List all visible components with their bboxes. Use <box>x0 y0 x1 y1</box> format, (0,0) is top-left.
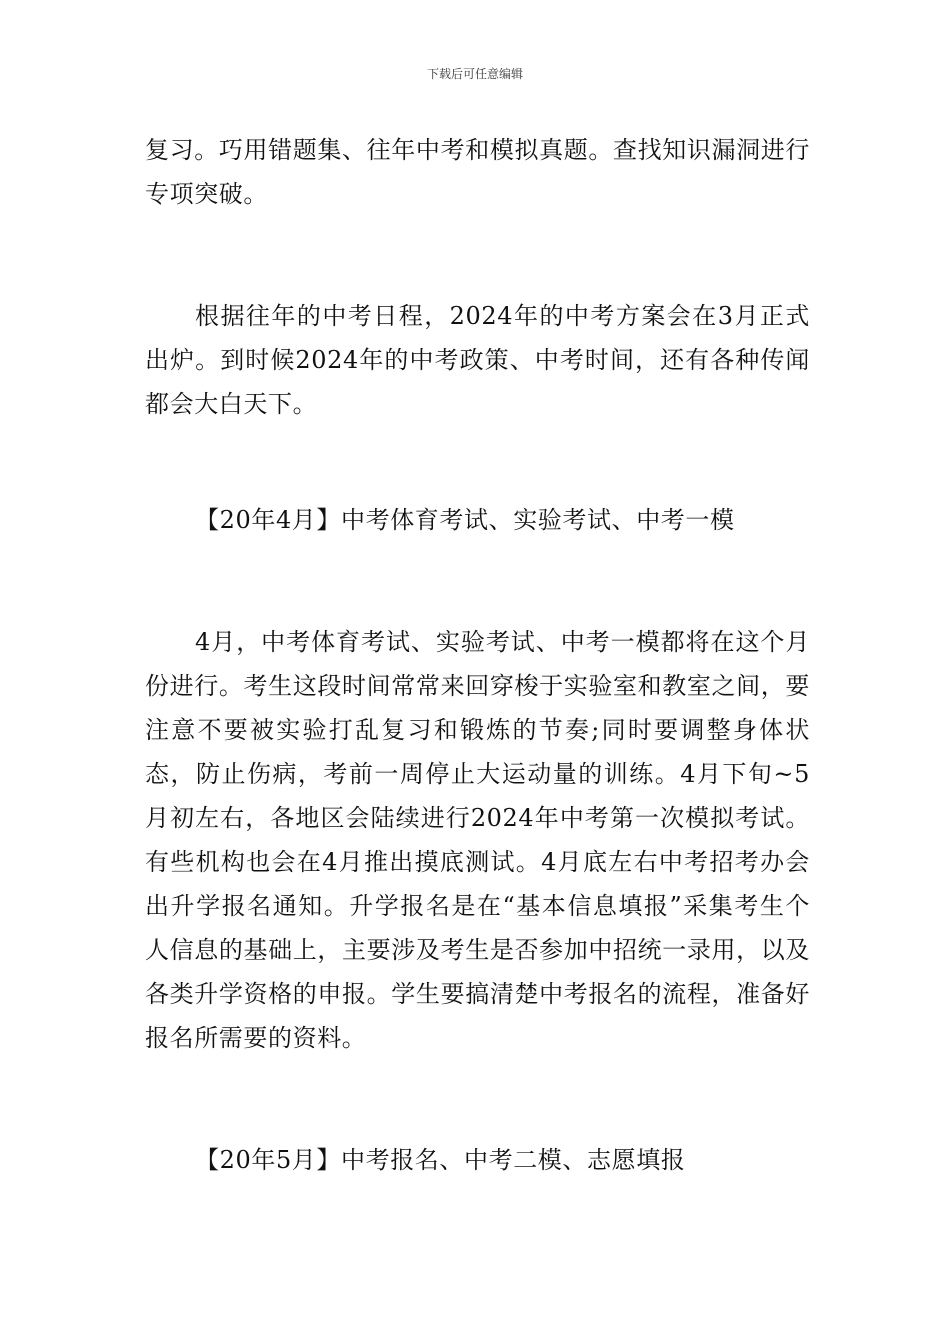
paragraph-april-details: 4月，中考体育考试、实验考试、中考一模都将在这个月份进行。考生这段时间常常来回穿梭于实验室和教室之间，要注意不要被实验打乱复习和锻炼的节奏;同时要调整身体状态，防止伤病，考前一周停止大运动量的训练。4月下旬~5月初左右，各地区会陆续进行2024年中考第一次模拟考试。有些机构也会在4月推出摸底测试。4月底左右中考招考办会出升学报名通知。升学报名是在“基本信息填报”采集考生个人信息的基础上，主要涉及考生是否参加中招统一录用，以及各类升学资格的申报。学生要搞清楚中考报名的流程，准备好报名所需要的资料。 <box>145 628 810 1052</box>
section-heading-may: 【20年5月】中考报名、中考二模、志愿填报 <box>195 1146 686 1174</box>
paragraph-exam-plan: 根据往年的中考日程，2024年的中考方案会在3月正式出炉。到时候2024年的中考政策、中考时间，还有各种传闻都会大白天下。 <box>145 302 810 418</box>
page-header: 下载后可任意编辑 <box>426 67 523 81</box>
section-heading-april: 【20年4月】中考体育考试、实验考试、中考一模 <box>195 506 735 534</box>
document-body <box>145 128 810 1182</box>
paragraph-review: 复习。巧用错题集、往年中考和模拟真题。查找知识漏洞进行专项突破。 <box>145 136 810 208</box>
